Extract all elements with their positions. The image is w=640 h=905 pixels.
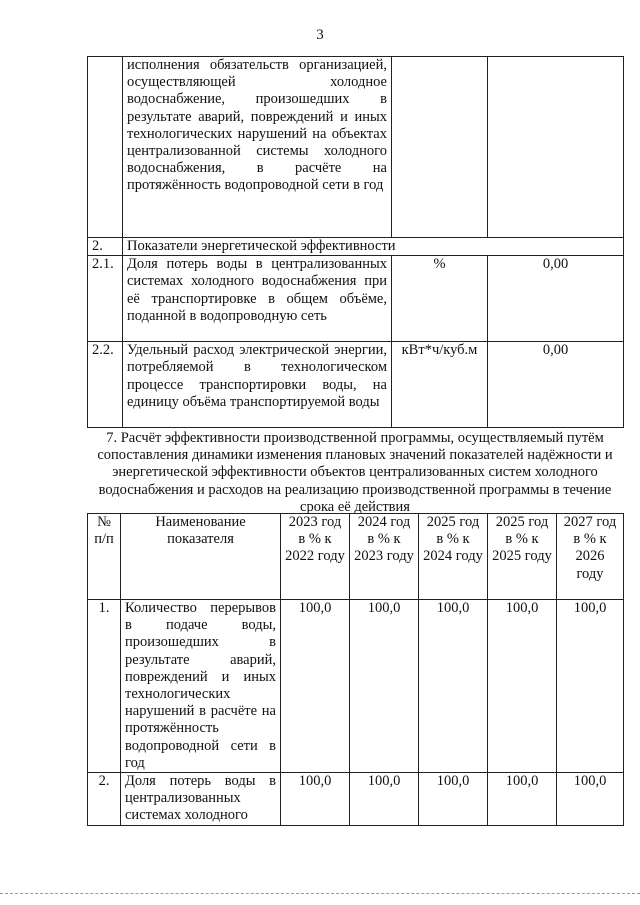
header-year: 2025 год в % к 2024 году — [419, 514, 488, 600]
table-row — [88, 600, 624, 773]
row-number: 2. — [88, 238, 123, 256]
percent-value: 100,0 — [281, 600, 350, 773]
percent-value: 100,0 — [557, 600, 624, 773]
table-row — [88, 773, 624, 826]
table-row — [88, 238, 624, 256]
percent-value: 100,0 — [281, 773, 350, 826]
table-row — [88, 57, 624, 238]
indicator-name: Доля потерь воды в централизованных системах холодного — [121, 773, 281, 826]
percent-value: 100,0 — [488, 773, 557, 826]
indicator-name: Удельный расход электрической энергии, потребляемой в технологическом процессе транспортировки воды, на единицу объёма транспортируемой воды — [123, 342, 392, 428]
indicator-value: 0,00 — [488, 342, 624, 428]
header-name: Наименование показателя — [121, 514, 281, 600]
percent-value: 100,0 — [557, 773, 624, 826]
row-number — [88, 57, 123, 238]
section-heading: Показатели энергетической эффективности — [123, 238, 624, 256]
header-year: 2024 год в % к 2023 году — [350, 514, 419, 600]
percent-value: 100,0 — [350, 773, 419, 826]
indicator-unit: % — [392, 256, 488, 342]
efficiency-table — [87, 513, 624, 826]
percent-value: 100,0 — [419, 773, 488, 826]
table-row — [88, 342, 624, 428]
percent-value: 100,0 — [419, 600, 488, 773]
table-row — [88, 256, 624, 342]
header-year: 2025 год в % к 2025 году — [488, 514, 557, 600]
indicator-name: Количество перерывов в подаче воды, произошедших в результате аварий, повреждений и иных технологических нарушений в расчёте на протяжённость водопроводной сети в год — [121, 600, 281, 773]
page-bottom-edge — [0, 893, 640, 894]
percent-value: 100,0 — [350, 600, 419, 773]
header-year: 2027 год в % к 2026 году — [557, 514, 624, 600]
row-number: 2.2. — [88, 342, 123, 428]
row-number: 2.1. — [88, 256, 123, 342]
indicator-name: Доля потерь воды в централизованных системах холодного водоснабжения при её транспортировке в общем объёме, поданной в водопроводную сеть — [123, 256, 392, 342]
indicators-table — [87, 56, 624, 428]
header-num: № п/п — [88, 514, 121, 600]
percent-value: 100,0 — [488, 600, 557, 773]
section-7-title: 7. Расчёт эффективности производственной программы, осуществляемый путём сопоставления динамики изменения плановых значений показателей надёжности и энергетической эффективности объектов централизованных систем холодного водоснабжения и расходов на реализацию производственной программы в течение срока её действия — [97, 430, 613, 515]
header-row — [88, 514, 624, 600]
indicator-unit: кВт*ч/куб.м — [392, 342, 488, 428]
indicator-value: 0,00 — [488, 256, 624, 342]
indicator-name: исполнения обязательств организацией, осуществляющей холодное водоснабжение, произошедших в результате аварий, повреждений и иных технологических нарушений на объектах централизованной системы холодного водоснабжения, в расчёте на протяжённость водопроводной сети в год — [123, 57, 392, 238]
indicator-value — [488, 57, 624, 238]
row-number: 1. — [88, 600, 121, 773]
row-number: 2. — [88, 773, 121, 826]
page-number: 3 — [316, 27, 324, 43]
header-year: 2023 год в % к 2022 году — [281, 514, 350, 600]
indicator-unit — [392, 57, 488, 238]
